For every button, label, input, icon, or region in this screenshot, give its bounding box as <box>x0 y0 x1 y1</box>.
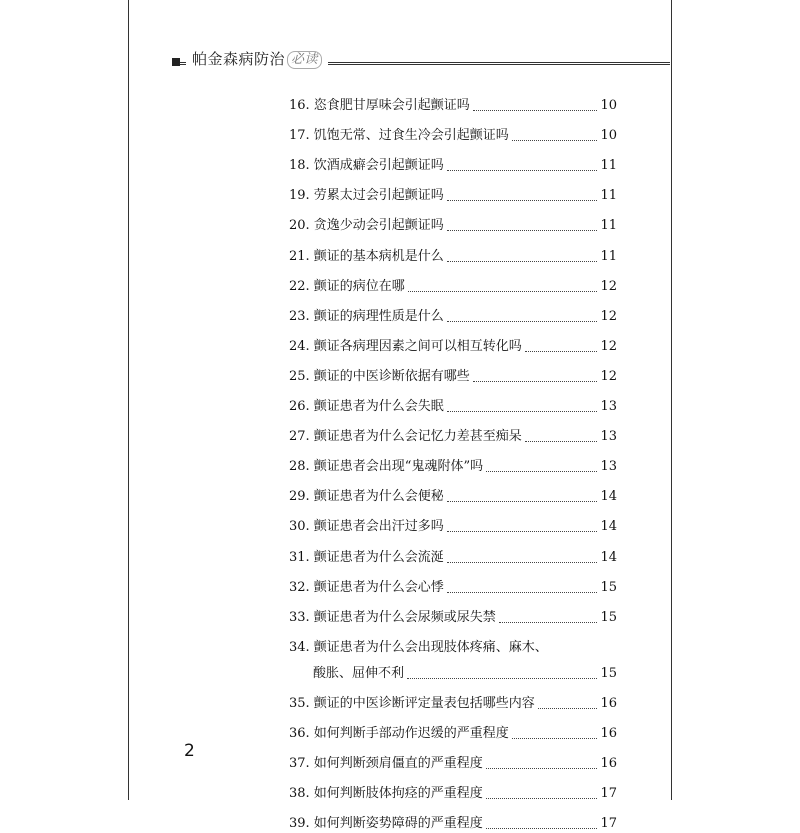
toc-dot-leader <box>512 140 598 141</box>
toc-entry-label: 32. 颤证患者为什么会心悸 <box>289 579 444 595</box>
toc-entry-page: 16 <box>600 695 617 711</box>
toc-entry-label: 30. 颤证患者会出汗过多吗 <box>289 519 444 535</box>
header-bullet <box>172 58 180 66</box>
toc-dot-leader <box>407 678 597 679</box>
toc-entry-label: 34. 颤证患者为什么会出现肢体疼痛、麻木、 <box>289 639 548 655</box>
toc-entry-label: 20. 贪逸少动会引起颤证吗 <box>289 218 444 234</box>
toc-dot-leader <box>447 230 598 231</box>
toc-entry-continuation-label: 酸胀、屈伸不利 <box>313 665 405 681</box>
toc-entry-label: 21. 颤证的基本病机是什么 <box>289 248 444 264</box>
toc-entry-page: 12 <box>600 338 617 354</box>
toc-entry <box>289 175 617 205</box>
toc-dot-leader <box>473 381 598 382</box>
table-of-contents <box>289 85 617 833</box>
toc-entry <box>289 446 617 476</box>
toc-entry-label: 23. 颤证的病理性质是什么 <box>289 308 444 324</box>
toc-entry <box>289 597 617 627</box>
toc-entry-label: 35. 颤证的中医诊断评定量表包括哪些内容 <box>289 695 535 711</box>
toc-entry-page: 17 <box>600 786 617 802</box>
toc-entry-label: 39. 如何判断姿势障碍的严重程度 <box>289 816 483 832</box>
toc-entry <box>289 713 617 743</box>
toc-entry-label: 18. 饮酒成癖会引起颤证吗 <box>289 158 444 174</box>
toc-entry-page: 14 <box>600 489 617 505</box>
toc-dot-leader <box>486 471 597 472</box>
toc-entry-label: 29. 颤证患者为什么会便秘 <box>289 489 444 505</box>
toc-dot-leader <box>447 170 598 171</box>
toc-dot-leader <box>447 592 598 593</box>
toc-dot-leader <box>486 768 598 769</box>
toc-entry <box>289 235 617 265</box>
toc-dot-leader <box>447 562 598 563</box>
toc-entry-page: 17 <box>600 816 617 832</box>
toc-entry-label: 19. 劳累太过会引起颤证吗 <box>289 188 444 204</box>
toc-entry-label: 31. 颤证患者为什么会流涎 <box>289 549 444 565</box>
toc-entry-page: 11 <box>600 218 617 234</box>
toc-entry <box>289 386 617 416</box>
toc-entry-label: 25. 颤证的中医诊断依据有哪些 <box>289 368 470 384</box>
toc-dot-leader <box>525 441 598 442</box>
toc-entry <box>289 205 617 235</box>
toc-entry-page: 11 <box>600 158 617 174</box>
toc-entry-page: 10 <box>600 128 617 144</box>
toc-entry-continuation <box>289 657 617 683</box>
toc-entry <box>289 506 617 536</box>
toc-dot-leader <box>447 531 598 532</box>
toc-entry-page: 13 <box>600 429 617 445</box>
toc-entry <box>289 567 617 597</box>
toc-dot-leader <box>538 708 598 709</box>
toc-entry-page: 14 <box>600 549 617 565</box>
toc-entry <box>289 683 617 713</box>
toc-dot-leader <box>525 351 598 352</box>
toc-dot-leader <box>447 501 598 502</box>
toc-entry-label: 27. 颤证患者为什么会记忆力差甚至痴呆 <box>289 429 522 445</box>
toc-entry-label: 37. 如何判断颈肩僵直的严重程度 <box>289 756 483 772</box>
header-title-text: 帕金森病防治 <box>192 50 286 68</box>
toc-dot-leader <box>473 110 598 111</box>
toc-entry-page: 11 <box>600 188 617 204</box>
toc-entry <box>289 115 617 145</box>
toc-dot-leader <box>486 798 598 799</box>
toc-entry-page: 12 <box>600 308 617 324</box>
toc-entry <box>289 476 617 506</box>
toc-entry-label: 33. 颤证患者为什么会尿频或尿失禁 <box>289 609 496 625</box>
toc-entry-label: 16. 恣食肥甘厚味会引起颤证吗 <box>289 98 470 114</box>
toc-entry-label: 17. 饥饱无常、过食生冷会引起颤证吗 <box>289 128 509 144</box>
toc-entry <box>289 296 617 326</box>
toc-dot-leader <box>408 291 598 292</box>
page-number: 2 <box>184 741 195 761</box>
toc-entry-label: 22. 颤证的病位在哪 <box>289 278 405 294</box>
toc-entry-label: 24. 颤证各病理因素之间可以相互转化吗 <box>289 338 522 354</box>
toc-entry-page: 16 <box>600 756 617 772</box>
toc-entry <box>289 85 617 115</box>
toc-entry-page: 10 <box>600 98 617 114</box>
toc-dot-leader <box>499 622 598 623</box>
toc-dot-leader <box>447 411 598 412</box>
toc-entry <box>289 145 617 175</box>
header-title-suffix: 必读 <box>287 51 322 69</box>
toc-entry-page: 14 <box>600 519 617 535</box>
toc-entry-page: 11 <box>600 248 617 264</box>
header-title <box>186 47 328 71</box>
toc-entry <box>289 356 617 386</box>
toc-entry-page: 16 <box>600 725 617 741</box>
toc-entry <box>289 416 617 446</box>
toc-entry-page: 13 <box>600 399 617 415</box>
toc-dot-leader <box>447 321 598 322</box>
toc-entry-label: 36. 如何判断手部动作迟缓的严重程度 <box>289 725 509 741</box>
toc-entry <box>289 536 617 566</box>
toc-entry <box>289 803 617 833</box>
toc-entry <box>289 743 617 773</box>
toc-entry-label: 28. 颤证患者会出现“鬼魂附体”吗 <box>289 459 484 475</box>
toc-entry <box>289 266 617 296</box>
toc-entry-page: 15 <box>600 609 617 625</box>
toc-entry-page: 12 <box>600 278 617 294</box>
toc-entry-label: 26. 颤证患者为什么会失眠 <box>289 399 444 415</box>
toc-entry-page: 13 <box>600 459 617 475</box>
running-header <box>128 47 670 71</box>
toc-entry-page: 12 <box>600 368 617 384</box>
toc-entry <box>289 773 617 803</box>
toc-entry <box>289 627 617 657</box>
toc-dot-leader <box>486 828 598 829</box>
toc-dot-leader <box>447 200 598 201</box>
toc-dot-leader <box>447 261 598 262</box>
toc-entry-label: 38. 如何判断肢体拘痉的严重程度 <box>289 786 483 802</box>
toc-entry-page: 15 <box>600 665 617 681</box>
toc-entry <box>289 326 617 356</box>
toc-dot-leader <box>512 738 598 739</box>
toc-entry-page: 15 <box>600 579 617 595</box>
